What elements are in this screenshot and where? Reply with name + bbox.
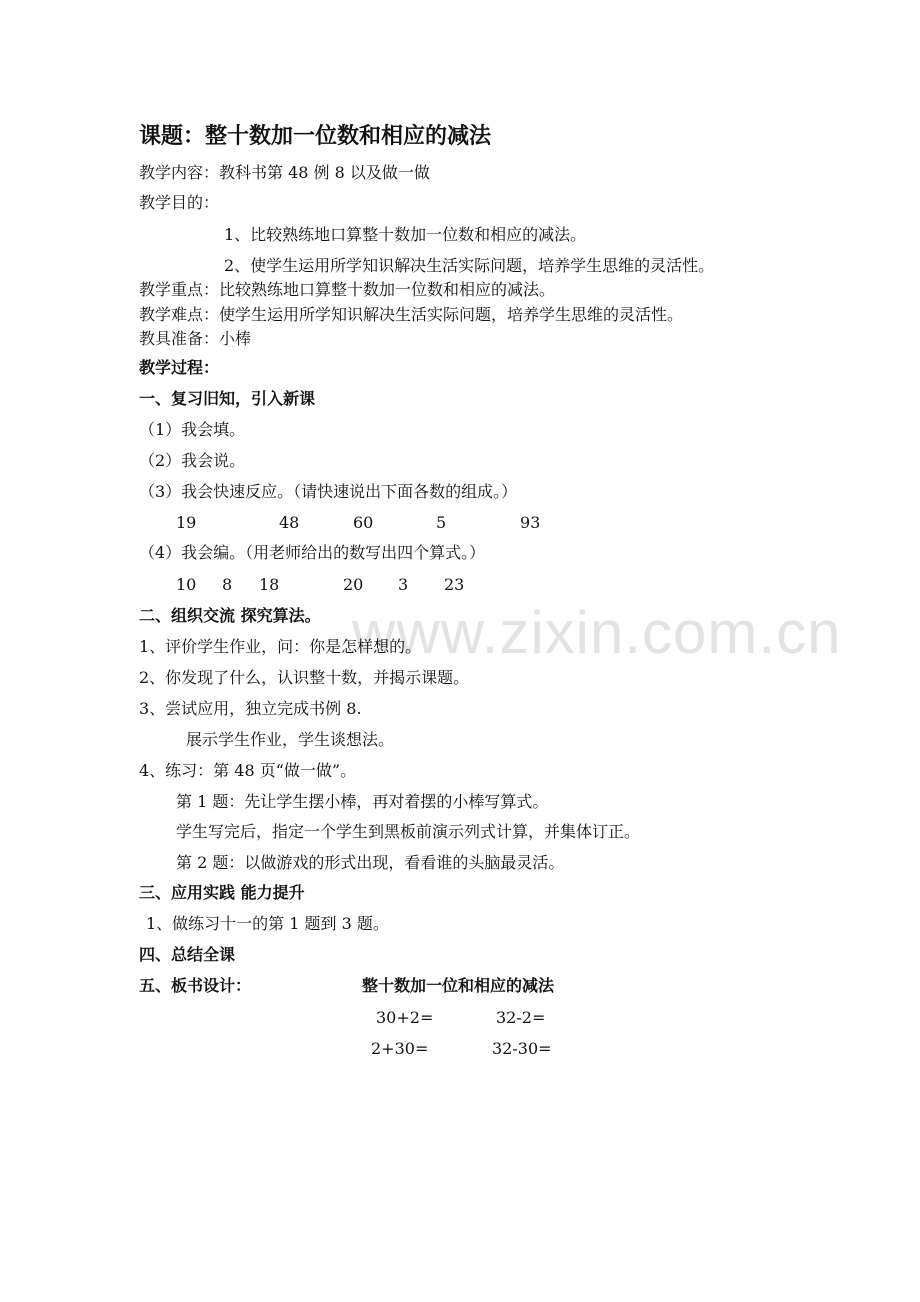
number: 10 — [176, 575, 197, 594]
section2-line: 第 1 题：先让学生摆小棒，再对着摆的小棒写算式。 — [176, 792, 549, 811]
number: 18 — [259, 575, 280, 594]
section2-line: 展示学生作业，学生谈想法。 — [186, 730, 395, 749]
number: 3 — [398, 575, 409, 594]
section2-line: 4、练习：第 48 页“做一做”。 — [139, 761, 357, 780]
key-point: 教学重点：比较熟练地口算整十数加一位数和相应的减法。 — [139, 280, 556, 299]
board-equation: 32-30= — [492, 1039, 552, 1058]
section1-item: （3）我会快速反应。（请快速说出下面各数的组成。） — [139, 482, 518, 501]
section1-item: （4）我会编。（用老师给出的数写出四个算式。） — [139, 543, 486, 562]
number: 5 — [436, 513, 447, 532]
section1-item: （1）我会填。 — [139, 420, 246, 439]
difficulty: 教学难点：使学生运用所学知识解决生活实际问题，培养学生思维的灵活性。 — [139, 305, 684, 324]
number: 19 — [176, 513, 197, 532]
number: 20 — [343, 575, 364, 594]
tools: 教具准备：小棒 — [139, 329, 252, 348]
board-equation: 32-2= — [496, 1008, 546, 1027]
process-label: 教学过程： — [139, 358, 220, 377]
section1-heading: 一、复习旧知，引入新课 — [139, 389, 316, 408]
number: 48 — [279, 513, 300, 532]
board-equation: 30+2= — [376, 1008, 434, 1027]
section5-heading: 五、板书设计： — [139, 976, 252, 995]
teaching-content: 教学内容：教科书第 48 例 8 以及做一做 — [139, 163, 430, 182]
number: 93 — [520, 513, 541, 532]
section2-heading: 二、组织交流 探究算法。 — [139, 606, 321, 625]
section2-line: 学生写完后，指定一个学生到黑板前演示列式计算，并集体订正。 — [176, 822, 641, 841]
section2-line: 2、你发现了什么，认识整十数，并揭示课题。 — [139, 668, 470, 687]
number: 60 — [353, 513, 374, 532]
section2-line: 第 2 题：以做游戏的形式出现，看看谁的头脑最灵活。 — [176, 853, 565, 872]
number: 23 — [444, 575, 465, 594]
number: 8 — [222, 575, 233, 594]
section4-heading: 四、总结全课 — [139, 945, 236, 964]
board-equation: 2+30= — [371, 1039, 429, 1058]
section3-line: 1、做练习十一的第 1 题到 3 题。 — [146, 914, 389, 933]
section2-line: 1、评价学生作业，问：你是怎样想的。 — [139, 637, 422, 656]
goal-item: 1、比较熟练地口算整十数加一位数和相应的减法。 — [224, 225, 587, 244]
section3-heading: 三、应用实践 能力提升 — [139, 883, 305, 902]
watermark: www.zixin.com.cn — [352, 599, 842, 666]
goals-label: 教学目的： — [139, 193, 220, 212]
board-title: 整十数加一位和相应的减法 — [362, 976, 555, 995]
section1-item: （2）我会说。 — [139, 451, 246, 470]
page-title: 课题：整十数加一位数和相应的减法 — [139, 123, 492, 149]
section2-line: 3、尝试应用，独立完成书例 8. — [139, 699, 362, 718]
goal-item: 2、使学生运用所学知识解决生活实际问题，培养学生思维的灵活性。 — [224, 256, 715, 275]
